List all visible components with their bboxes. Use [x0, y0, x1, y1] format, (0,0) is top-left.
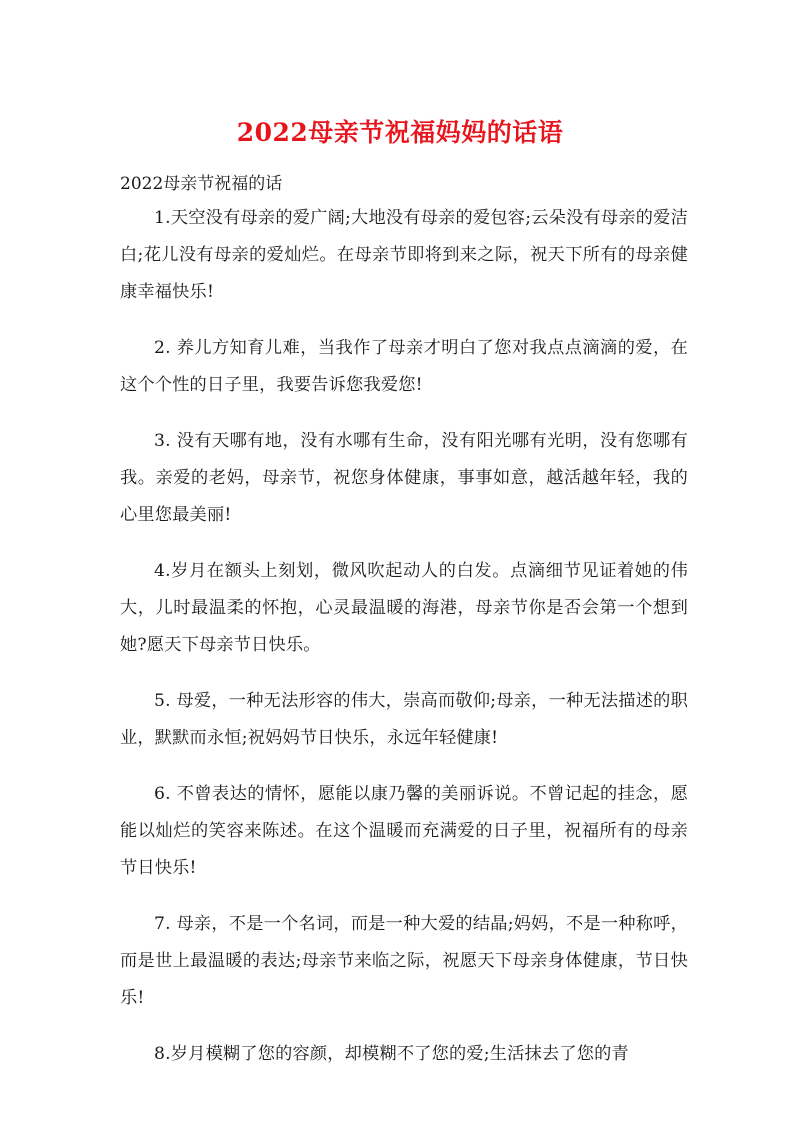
paragraph-3: 3. 没有天哪有地，没有水哪有生命，没有阳光哪有光明，没有您哪有我。亲爱的老妈，母亲节，祝您身体健康，事事如意，越活越年轻，我的心里您最美丽!	[120, 431, 688, 525]
paragraph-4: 4.岁月在额头上刻划，微风吹起动人的白发。点滴细节见证着她的伟大，儿时最温柔的怀抱，心灵最温暖的海港，母亲节你是否会第一个想到她?愿天下母亲节日快乐。	[120, 561, 688, 655]
paragraph-8: 8.岁月模糊了您的容颜，却模糊不了您的爱;生活抹去了您的青	[154, 1044, 629, 1064]
document-title: 2022母亲节祝福妈妈的话语	[236, 117, 564, 147]
paragraph-1: 1.天空没有母亲的爱广阔;大地没有母亲的爱包容;云朵没有母亲的爱洁白;花儿没有母亲的爱灿烂。在母亲节即将到来之际，祝天下所有的母亲健康幸福快乐!	[120, 208, 688, 302]
paragraph-2: 2. 养儿方知育儿难，当我作了母亲才明白了您对我点点滴滴的爱，在这个个性的日子里，我要告诉您我爱您!	[120, 338, 688, 395]
paragraph-5: 5. 母爱，一种无法形容的伟大，崇高而敬仰;母亲，一种无法描述的职业，默默而永恒;祝妈妈节日快乐，永远年轻健康!	[120, 691, 688, 748]
document-body	[120, 200, 688, 1092]
paragraph-6: 6. 不曾表达的情怀，愿能以康乃馨的美丽诉说。不曾记起的挂念，愿能以灿烂的笑容来陈述。在这个温暖而充满爱的日子里，祝福所有的母亲节日快乐!	[120, 784, 688, 878]
document-subtitle: 2022母亲节祝福的话	[120, 174, 283, 194]
paragraph-7: 7. 母亲，不是一个名词，而是一种大爱的结晶;妈妈，不是一种称呼，而是世上最温暖的表达;母亲节来临之际，祝愿天下母亲身体健康，节日快乐!	[120, 914, 688, 1008]
